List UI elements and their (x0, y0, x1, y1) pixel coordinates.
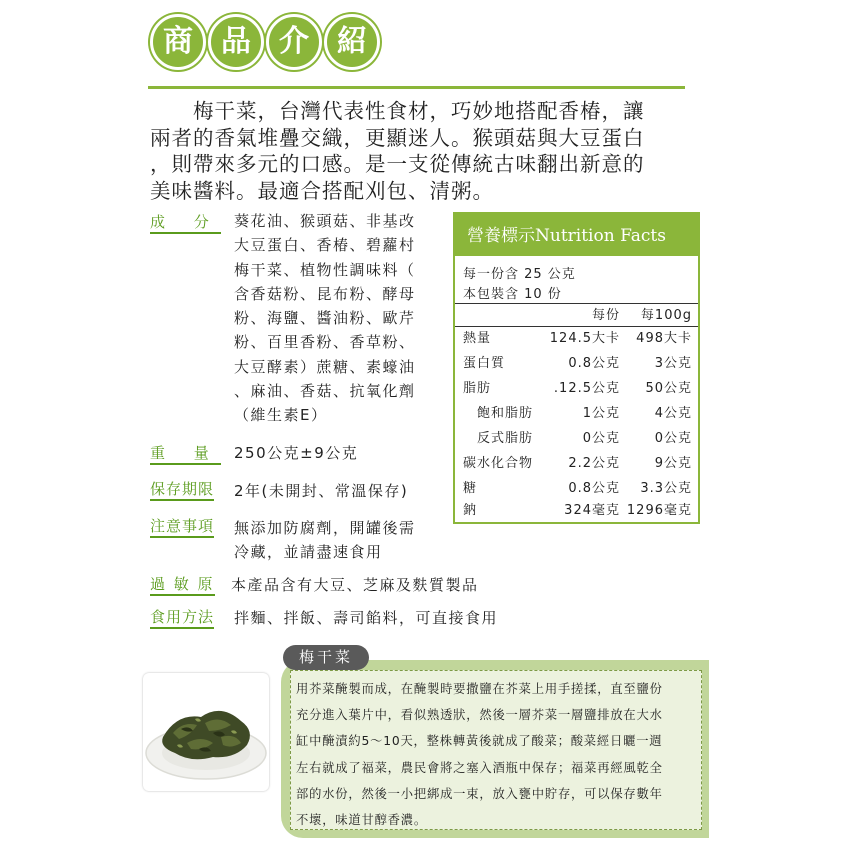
nutrition-row (455, 351, 698, 376)
intro-line: ，則帶來多元的口感。是一支從傳統古味翻出新意的 (150, 152, 645, 176)
product-photo (143, 673, 269, 791)
per-100g-value: 3.3公克 (640, 481, 692, 496)
nutrition-row (455, 451, 698, 476)
nutrient-name: 熱量 (463, 331, 492, 346)
allergen-label: 過 敏 原 (150, 575, 215, 596)
feature-line: 不壞，味道甘醇香濃。 (296, 813, 427, 828)
intro-line: 兩者的香氣堆疊交織，更顯迷人。猴頭菇與大豆蛋白 (150, 125, 645, 150)
ingredients-line: 含香菇粉、昆布粉、酵母 (234, 284, 416, 303)
notice-label: 注意事項 (150, 517, 214, 538)
per-100g-value: 3公克 (654, 356, 692, 371)
nutrient-name: 飽和脂肪 (463, 406, 534, 421)
per-100g-value: 0公克 (654, 431, 692, 446)
nutrient-name: 蛋白質 (463, 356, 506, 371)
nutrition-row (455, 426, 698, 451)
title-char: 紹 (324, 14, 380, 70)
ingredients-line: （維生素E） (234, 406, 328, 425)
notice-value (234, 516, 416, 565)
usage-label: 食用方法 (150, 608, 214, 629)
nutrition-column-header (455, 303, 698, 328)
per-100g-value: 1296毫克 (626, 503, 692, 518)
per-serving-value: 0公克 (582, 431, 620, 446)
allergen-value: 本產品含有大豆、芝麻及麩質製品 (231, 576, 479, 594)
nutrition-row (455, 498, 698, 523)
ingredients-line: 、麻油、香菇、抗氧化劑 (234, 382, 416, 401)
feature-line: 部的水份，然後一小把綁成一束，放入甕中貯存，可以保存數年 (296, 786, 663, 801)
column-per-100g: 每100g (640, 308, 692, 323)
serving-size: 每一份含 25 公克 (463, 267, 576, 282)
ingredients-line: 葵花油、猴頭菇、非基改 (234, 212, 416, 230)
per-100g-value: 498大卡 (636, 331, 692, 346)
title-char: 品 (208, 14, 264, 70)
notice-line: 冷藏，並請盡速食用 (234, 543, 383, 562)
per-100g-value: 4公克 (654, 406, 692, 421)
per-serving-value: 0.8公克 (568, 356, 620, 371)
nutrition-header: 營養標示Nutrition Facts (455, 214, 698, 256)
feature-tag: 梅干菜 (283, 645, 369, 670)
ingredients-line: 梅干菜、植物性調味料（ (234, 260, 416, 279)
per-serving-value: 324毫克 (564, 503, 620, 518)
ingredients-label: 成 分 (150, 213, 221, 234)
nutrient-name: 碳水化合物 (463, 456, 534, 471)
nutrient-name: 脂肪 (463, 381, 492, 396)
nutrition-facts-table (453, 212, 700, 524)
dried-vegetable-plate-image (143, 673, 269, 791)
per-serving-value: 124.5大卡 (549, 331, 620, 346)
title-char: 商 (150, 14, 206, 70)
intro-line: 美味醬料。最適合搭配刈包、清粥。 (150, 178, 494, 203)
nutrition-row (455, 376, 698, 401)
ingredients-line: 粉、百里香粉、香草粉、 (234, 333, 416, 352)
ingredients-list (234, 209, 416, 428)
usage-value: 拌麵、拌飯、壽司餡料，可直接食用 (234, 609, 499, 627)
nutrition-row (455, 401, 698, 426)
nutrient-name: 鈉 (463, 503, 478, 518)
ingredients-line: 大豆蛋白、香椿、碧蘿村 (234, 236, 416, 255)
weight-value: 250公克±9公克 (234, 444, 359, 462)
per-serving-value: 1公克 (582, 406, 620, 421)
per-100g-value: 9公克 (654, 456, 692, 471)
per-serving-value: 2.2公克 (568, 456, 620, 471)
shelf-life-value: 2年(未開封、常溫保存) (234, 482, 409, 500)
weight-label: 重 量 (150, 444, 221, 465)
title-divider (148, 86, 685, 89)
feature-line: 充分進入葉片中，看似熟透狀，然後一層芥菜一層鹽排放在大水 (296, 708, 663, 723)
shelf-life-label: 保存期限 (150, 480, 214, 501)
ingredients-line: 大豆酵素）蔗糖、素蠔油 (234, 357, 416, 376)
nutrient-name: 糖 (463, 481, 478, 496)
per-100g-value: 50公克 (645, 381, 692, 396)
nutrient-name: 反式脂肪 (463, 431, 534, 446)
notice-line: 無添加防腐劑，開罐後需 (234, 519, 416, 537)
servings-per-pack: 本包裝含 10 份 (463, 287, 562, 302)
ingredients-line: 粉、海鹽、醬油粉、歐芹 (234, 309, 416, 328)
per-serving-value: .12.5公克 (553, 381, 620, 396)
nutrition-row (455, 326, 698, 351)
feature-line: 用芥菜醃製而成，在醃製時要撒鹽在芥菜上用手搓揉，直至鹽份 (296, 682, 663, 696)
intro-line: 梅干菜，台灣代表性食材，巧妙地搭配香椿，讓 (150, 99, 645, 123)
feature-description (296, 676, 700, 833)
per-serving-value: 0.8公克 (568, 481, 620, 496)
column-per-serving: 每份 (591, 308, 620, 323)
feature-line: 缸中醃漬約5～10天，整株轉黃後就成了酸菜；酸菜經日曬一週 (296, 734, 663, 749)
intro-paragraph (150, 98, 705, 204)
feature-line: 左右就成了福菜，農民會將之塞入酒瓶中保存；福菜再經風乾全 (296, 760, 663, 775)
title-char: 介 (266, 14, 322, 70)
